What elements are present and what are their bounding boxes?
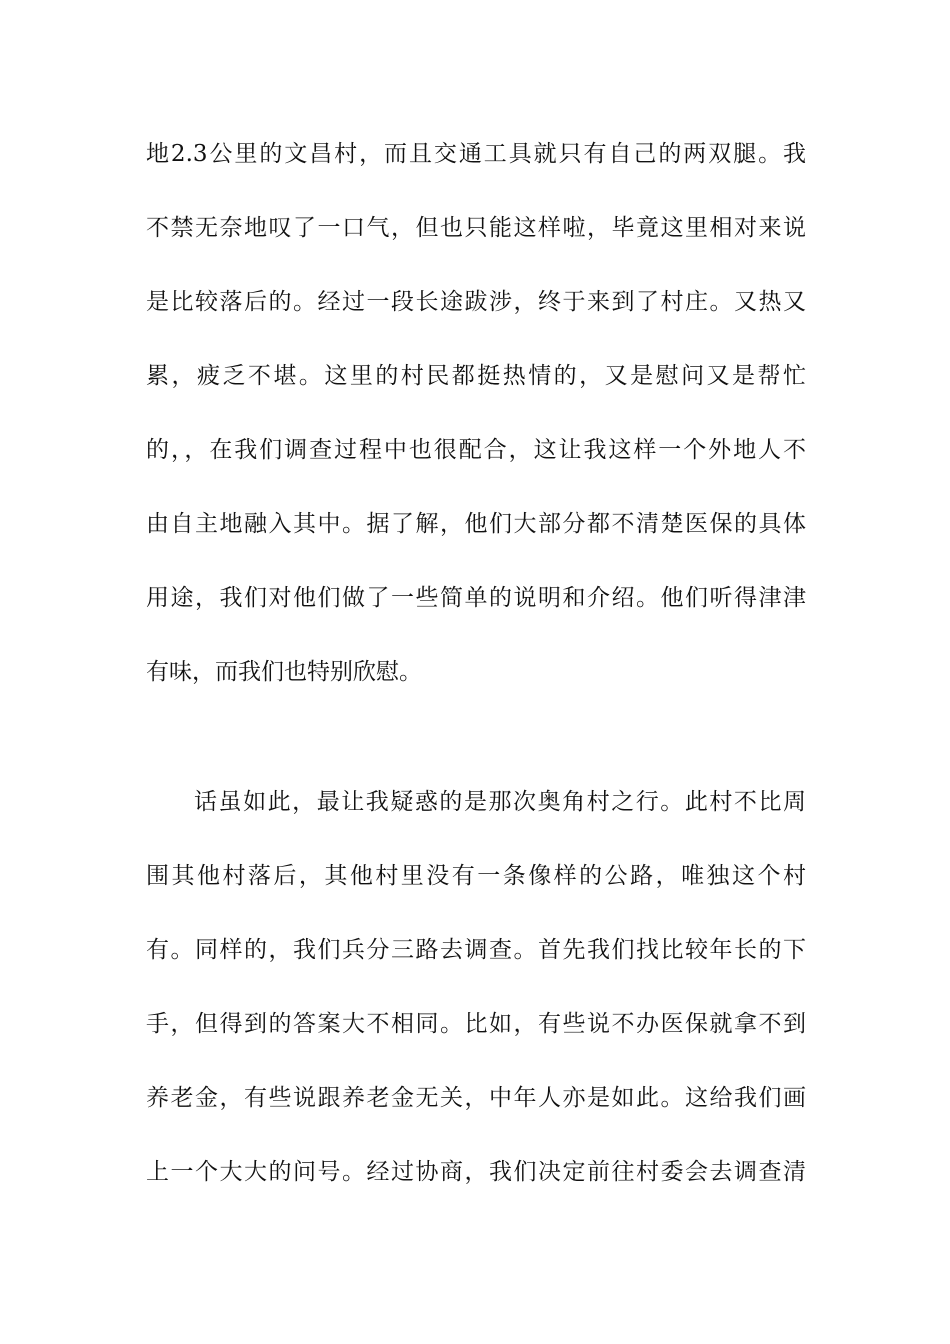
text-line: 有味，而我们也特别欣慰。 [146,659,422,685]
text-line: 养老金，有些说跟养老金无关，中年人亦是如此。这给我们画 [146,1085,806,1111]
text-line: 累，疲乏不堪。这里的村民都挺热情的，又是慰问又是帮忙 [146,363,806,389]
text-line: 有。同样的，我们兵分三路去调查。首先我们找比较年长的下 [146,937,806,963]
text-line: 手，但得到的答案大不相同。比如，有些说不办医保就拿不到 [146,1011,806,1037]
text-line: 不禁无奈地叹了一口气，但也只能这样啦，毕竟这里相对来说 [146,215,806,241]
text-line: 由自主地融入其中。据了解，他们大部分都不清楚医保的具体 [146,511,806,537]
text-line: 的，，在我们调查过程中也很配合，这让我这样一个外地人不 [146,437,806,463]
text-line: 话虽如此，最让我疑惑的是那次奥角村之行。此村不比周 [194,789,806,815]
text-line: 围其他村落后，其他村里没有一条像样的公路，唯独这个村 [146,863,806,889]
text-line: 是比较落后的。经过一段长途跋涉，终于来到了村庄。又热又 [146,289,806,315]
text-line: 地2.3公里的文昌村，而且交通工具就只有自己的两双腿。我 [146,141,806,167]
text-line: 上一个大大的问号。经过协商，我们决定前往村委会去调查清 [146,1159,806,1185]
text-line: 用途，我们对他们做了一些简单的说明和介绍。他们听得津津 [146,585,806,611]
